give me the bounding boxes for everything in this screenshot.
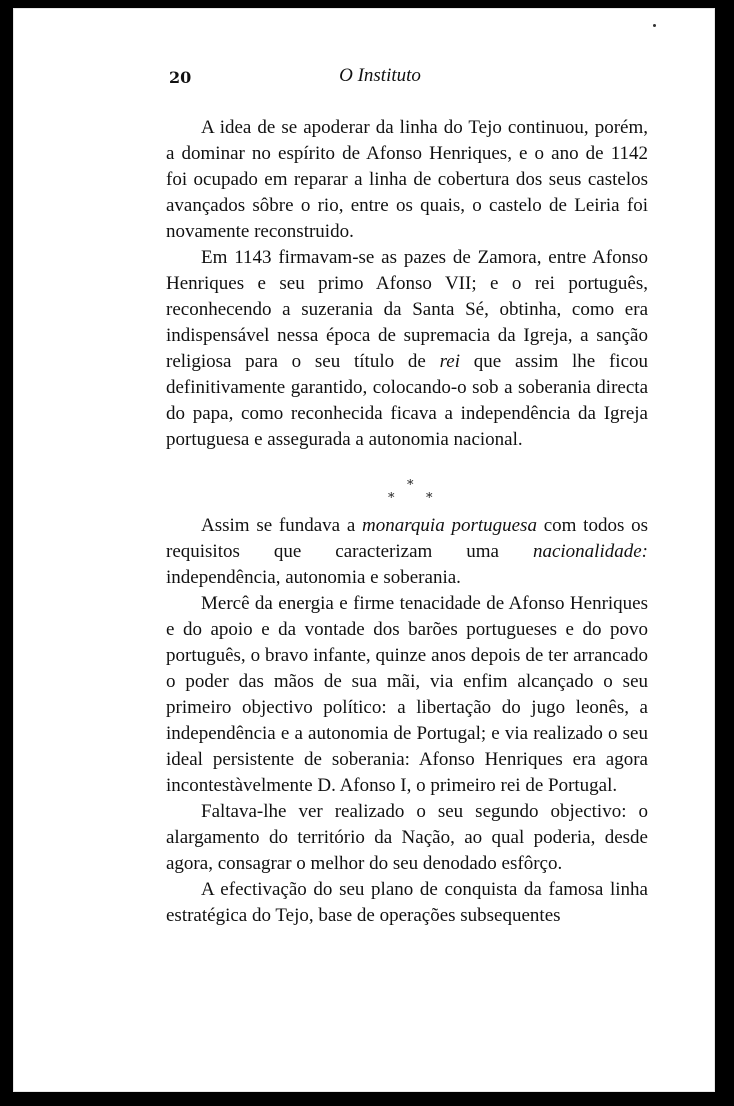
paragraph-3 xyxy=(166,513,648,591)
body-text xyxy=(166,115,648,929)
paragraph-3-italic-nacionalidade: nacionalidade: xyxy=(532,541,648,562)
paragraph-2-text-b: que assim lhe ficou definitivamente garantido, colocando-o sob a soberania directa do papa, como reconhecida ficava a independência da Igreja portuguesa e assegurada a autonomia nacional. xyxy=(166,351,648,450)
paragraph-2-italic-rei: rei xyxy=(439,351,460,372)
paragraph-2 xyxy=(166,245,648,453)
asterism-star-right: * xyxy=(426,491,433,506)
asterism-star-top: * xyxy=(407,478,414,493)
page-number: 20 xyxy=(169,68,192,87)
asterism-star-left: * xyxy=(388,491,395,506)
paragraph-3-text-c: independência, autonomia e soberania. xyxy=(166,567,461,588)
paragraph-2-text-a: Em 1143 firmavam-se as pazes de Zamora, entre Afonso Henriques e seu primo Afonso VII; e o rei português, reconhecendo a suzerania da Santa Sé, obtinha, como era indispensável nessa época de supremacia da Igreja, a sanção religiosa para o seu título de xyxy=(166,247,648,372)
section-break-asterism xyxy=(166,461,648,509)
paragraph-4: Mercê da energia e firme tenacidade de Afonso Henriques e do apoio e da vontade dos barões portugueses e do povo português, o bravo infante, quinze anos depois de ter arrancado o poder das mãos de sua mãi, via enfim alcançado o seu primeiro objectivo político: a libertação do jugo leonês, a independência e a autonomia de Portugal; e via realizado o seu ideal persistente de soberania: Afonso Henriques era agora incontestàvelmente D. Afonso I, o primeiro rei de Portugal. xyxy=(166,593,648,796)
paragraph-3-italic-monarquia: monarquia portuguesa xyxy=(362,515,537,536)
paragraph-6: A efectivação do seu plano de conquista da famosa linha estratégica do Tejo, base de operações subsequentes xyxy=(166,879,648,926)
paragraph-3-text-b: com todos os requisitos que caracterizam uma xyxy=(166,515,648,562)
paragraph-1: A idea de se apoderar da linha do Tejo continuou, porém, a dominar no espírito de Afonso Henriques, e o ano de 1142 foi ocupado em reparar a linha de cobertura dos seus castelos avançados sôbre o rio, entre os quais, o castelo de Leiria foi novamente reconstruido. xyxy=(166,117,648,242)
book-page xyxy=(13,8,715,1092)
running-title: O Instituto xyxy=(339,65,421,86)
paragraph-5: Faltava-lhe ver realizado o seu segundo objectivo: o alargamento do território da Nação, ao qual poderia, desde agora, consagrar o melhor do seu denodado esfôrço. xyxy=(166,801,648,874)
paragraph-3-text-a: Assim se fundava a xyxy=(201,515,363,536)
scan-speck xyxy=(653,24,656,27)
